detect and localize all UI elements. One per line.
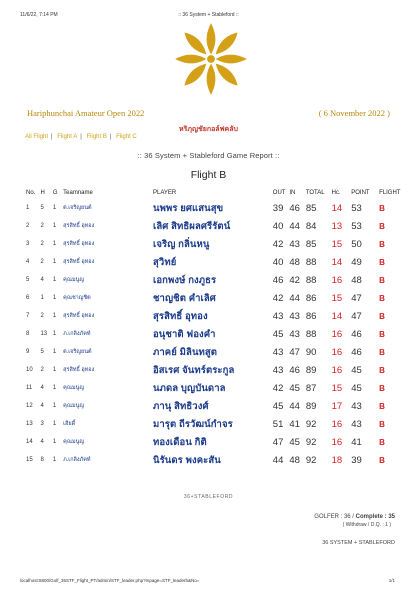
row-flight: B [379, 455, 385, 465]
row-no: 12 [26, 403, 33, 409]
row-in: 41 [289, 418, 300, 430]
row-flight: B [379, 329, 385, 339]
row-player: ภาคย์ มิลินทสูต [153, 346, 218, 358]
row-teamname: ต.เจริญยนต์ [63, 349, 92, 355]
col-no: No. [26, 190, 36, 196]
table-row [26, 361, 404, 379]
row-total: 88 [305, 328, 317, 340]
row-teamname: สุรสิทธิ์ อุทอง [63, 223, 95, 229]
row-g: 1 [52, 259, 57, 265]
table-row [26, 217, 404, 235]
row-in: 47 [289, 346, 300, 358]
row-teamname: ภ.เกลิงภัคท์ [63, 331, 91, 337]
row-flight: B [379, 275, 385, 285]
row-player: ทองเดือน กิติ [153, 436, 207, 448]
row-h: 5 [40, 205, 44, 211]
row-teamname: คุณมนูญ [63, 439, 85, 445]
table-row [26, 379, 404, 397]
footer-mark: 36+STABLEFORD [183, 494, 234, 500]
row-in: 48 [289, 454, 300, 466]
row-total: 84 [305, 220, 317, 232]
row-point: 45 [351, 382, 362, 394]
row-hc: 16 [331, 346, 343, 358]
table-row [26, 451, 404, 469]
row-hc: 16 [331, 364, 343, 376]
row-no: 4 [26, 259, 30, 265]
row-h: 2 [40, 223, 44, 229]
row-flight: B [379, 203, 385, 213]
row-no: 8 [26, 331, 30, 337]
col-in: IN [289, 190, 296, 196]
col-hc: Hc. [331, 190, 341, 196]
row-in: 46 [289, 364, 300, 376]
row-no: 6 [26, 295, 30, 301]
row-point: 53 [351, 202, 362, 214]
row-in: 44 [289, 400, 300, 412]
table-row [26, 397, 404, 415]
row-no: 15 [26, 457, 33, 463]
row-total: 92 [305, 436, 317, 448]
row-total: 92 [305, 418, 317, 430]
table-row [26, 253, 404, 271]
row-in: 43 [289, 328, 300, 340]
row-g: 1 [52, 403, 57, 409]
row-flight: B [379, 419, 385, 429]
row-hc: 16 [331, 436, 343, 448]
row-h: 4 [40, 385, 44, 391]
row-out: 44 [272, 454, 284, 466]
row-out: 42 [272, 292, 284, 304]
row-h: 1 [40, 295, 44, 301]
row-no: 11 [26, 385, 33, 391]
row-hc: 15 [331, 292, 343, 304]
table-header-row [26, 187, 404, 199]
row-h: 4 [40, 277, 44, 283]
row-hc: 15 [331, 382, 343, 394]
row-player: ชาญชิต คำเลิศ [153, 292, 216, 304]
row-flight: B [379, 347, 385, 357]
row-out: 45 [272, 328, 284, 340]
row-point: 46 [351, 328, 362, 340]
row-in: 45 [289, 382, 300, 394]
filter-all-flight[interactable]: All Flight [25, 134, 49, 140]
row-g: 1 [52, 295, 57, 301]
row-player: เลิศ สิทธิผลศรีรัตน์ [153, 220, 231, 232]
print-url: localhost:8800/Golf_36STF_Flight_PT/admin/STF_leader.php?mpage=STF_leaderb&No= [20, 578, 200, 583]
tournament-name: Hariphunchai Amateur Open 2022 [27, 108, 145, 118]
row-teamname: สุรสิทธิ์ อุทอง [63, 241, 95, 247]
row-in: 46 [289, 202, 300, 214]
row-total: 90 [305, 346, 317, 358]
row-in: 44 [289, 220, 300, 232]
row-total: 92 [305, 454, 317, 466]
golfer-label: GOLFER : 36 / [314, 514, 354, 520]
row-teamname: สุรสิทธิ์ อุทอง [63, 367, 95, 373]
print-page-title: :: 36 System + Stableford :: [178, 12, 239, 18]
table-row [26, 289, 404, 307]
row-no: 9 [26, 349, 30, 355]
row-teamname: ภ.เกลิงภัคท์ [63, 457, 91, 463]
row-h: 13 [40, 331, 48, 337]
row-h: 4 [40, 403, 44, 409]
row-out: 43 [272, 346, 284, 358]
print-page-number: 1/1 [388, 578, 395, 583]
row-flight: B [379, 221, 385, 231]
print-datetime: 11/6/22, 7:14 PM [20, 12, 58, 18]
row-in: 48 [289, 256, 300, 268]
row-player: เจริญ กลิ่นหนู [153, 238, 210, 250]
row-hc: 16 [331, 274, 343, 286]
col-total: TOTAL [305, 190, 325, 196]
row-player: มารุต ถีรวัฒน์กำจร [153, 418, 233, 430]
row-h: 8 [40, 457, 44, 463]
row-g: 1 [52, 439, 57, 445]
row-out: 47 [272, 436, 284, 448]
row-player: อนุชาติ ฟองคำ [153, 328, 216, 340]
row-player: นภดล บุญบันดาล [153, 382, 226, 394]
row-g: 1 [52, 349, 57, 355]
row-teamname: คุณมนูญ [63, 403, 85, 409]
table-row [26, 415, 404, 433]
row-flight: B [379, 401, 385, 411]
row-out: 46 [272, 274, 284, 286]
row-out: 43 [272, 310, 284, 322]
row-player: นิรันดร พงคะสัน [153, 454, 221, 466]
row-out: 40 [272, 220, 284, 232]
col-point: POINT [351, 190, 370, 196]
row-point: 47 [351, 292, 362, 304]
row-point: 46 [351, 346, 362, 358]
row-no: 10 [26, 367, 33, 373]
table-row [26, 235, 404, 253]
row-flight: B [379, 311, 385, 321]
row-point: 43 [351, 400, 362, 412]
row-no: 13 [26, 421, 33, 427]
row-hc: 16 [331, 418, 343, 430]
flight-title: Flight B [190, 169, 227, 181]
table-row [26, 343, 404, 361]
row-hc: 14 [331, 256, 343, 268]
row-flight: B [379, 257, 385, 267]
report-title: :: 36 System + Stableford Game Report :: [137, 151, 280, 160]
row-player: นพพร ยศแสนสุข [153, 202, 224, 214]
row-h: 2 [40, 313, 44, 319]
row-no: 14 [26, 439, 33, 445]
row-out: 45 [272, 400, 284, 412]
row-total: 88 [305, 256, 317, 268]
row-player: อิสเรศ จันทร์ตระกูล [153, 364, 235, 376]
row-teamname: เฮียดี้ [63, 421, 76, 427]
row-out: 43 [272, 364, 284, 376]
row-g: 1 [52, 457, 57, 463]
row-teamname: คุณมนูญ [63, 277, 85, 283]
row-player: สุวิทย์ [153, 256, 177, 268]
footer-system: 36 SYSTEM + STABLEFORD [322, 540, 395, 546]
row-out: 42 [272, 238, 284, 250]
row-g: 1 [52, 223, 57, 229]
row-out: 40 [272, 256, 284, 268]
row-out: 42 [272, 382, 284, 394]
row-total: 89 [305, 400, 317, 412]
table-row [26, 271, 404, 289]
row-point: 49 [351, 256, 362, 268]
row-total: 86 [305, 310, 317, 322]
row-teamname: สุรสิทธิ์ อุทอง [63, 259, 95, 265]
lotus-logo-icon [172, 20, 250, 98]
table-row [26, 433, 404, 451]
row-h: 3 [40, 421, 44, 427]
row-player: เอกพงษ์ กงภูธร [153, 274, 217, 286]
filter-flight-c[interactable]: Flight C [116, 134, 137, 140]
row-teamname: ต.เจริญยนต์ [63, 205, 92, 211]
row-hc: 16 [331, 328, 343, 340]
tournament-date: ( 6 November 2022 ) [318, 108, 390, 118]
row-in: 45 [289, 436, 300, 448]
row-flight: B [379, 365, 385, 375]
row-point: 53 [351, 220, 362, 232]
club-name: หริภุญชัยกอล์ฟคลับ [179, 126, 238, 133]
row-g: 1 [52, 205, 57, 211]
row-g: 1 [52, 367, 57, 373]
col-out: OUT [272, 190, 286, 196]
row-no: 3 [26, 241, 30, 247]
row-h: 5 [40, 349, 44, 355]
filter-flight-a[interactable]: Flight A [57, 134, 78, 140]
col-flight: FLIGHT [379, 190, 401, 196]
results-body [26, 199, 404, 469]
row-point: 50 [351, 238, 362, 250]
row-no: 7 [26, 313, 30, 319]
row-point: 47 [351, 310, 362, 322]
row-hc: 18 [331, 454, 343, 466]
row-teamname: คุณชาญชิต [63, 295, 91, 301]
golfer-count [314, 514, 395, 520]
row-total: 89 [305, 364, 317, 376]
row-hc: 17 [331, 400, 343, 412]
row-in: 44 [289, 292, 300, 304]
row-g: 1 [52, 385, 57, 391]
table-row [26, 199, 404, 217]
row-flight: B [379, 437, 385, 447]
row-h: 2 [40, 259, 44, 265]
row-hc: 13 [331, 220, 343, 232]
row-total: 87 [305, 382, 317, 394]
row-hc: 14 [331, 202, 343, 214]
row-g: 1 [52, 241, 57, 247]
row-in: 43 [289, 238, 300, 250]
col-g: G [52, 190, 58, 196]
row-teamname: คุณมนูญ [63, 385, 85, 391]
row-point: 48 [351, 274, 362, 286]
row-out: 51 [272, 418, 284, 430]
col-h: H [40, 190, 45, 196]
withdraw-count: ( Withdraw / D.Q. : 1 ) [342, 522, 391, 528]
results-table [26, 187, 404, 469]
row-hc: 15 [331, 238, 343, 250]
row-teamname: สุรสิทธิ์ อุทอง [63, 313, 95, 319]
row-h: 2 [40, 241, 44, 247]
row-in: 42 [289, 274, 300, 286]
row-flight: B [379, 383, 385, 393]
col-teamname: Teamname [63, 190, 93, 196]
row-no: 2 [26, 223, 30, 229]
table-row [26, 307, 404, 325]
row-point: 41 [351, 436, 362, 448]
row-point: 39 [351, 454, 362, 466]
table-row [26, 325, 404, 343]
row-player: สุรสิทธิ์ อุทอง [153, 310, 208, 322]
flight-filter-links: All Flight | Flight A | Flight B | Flight C [25, 134, 137, 140]
row-hc: 14 [331, 310, 343, 322]
row-point: 43 [351, 418, 362, 430]
row-g: 1 [52, 313, 57, 319]
row-h: 4 [40, 439, 44, 445]
row-flight: B [379, 293, 385, 303]
row-flight: B [379, 239, 385, 249]
row-point: 45 [351, 364, 362, 376]
row-in: 43 [289, 310, 300, 322]
row-g: 1 [52, 277, 57, 283]
row-h: 2 [40, 367, 44, 373]
complete-label: Complete : 35 [355, 514, 395, 520]
row-total: 85 [305, 238, 317, 250]
row-no: 5 [26, 277, 30, 283]
row-total: 85 [305, 202, 317, 214]
row-total: 86 [305, 292, 317, 304]
filter-flight-b[interactable]: Flight B [86, 134, 107, 140]
row-g: 1 [52, 331, 57, 337]
col-player: PLAYER [153, 190, 177, 196]
row-g: 1 [52, 421, 57, 427]
row-player: ภานุ สิทธิวงศ์ [153, 400, 209, 412]
row-no: 1 [26, 205, 30, 211]
row-out: 39 [272, 202, 284, 214]
row-total: 88 [305, 274, 317, 286]
